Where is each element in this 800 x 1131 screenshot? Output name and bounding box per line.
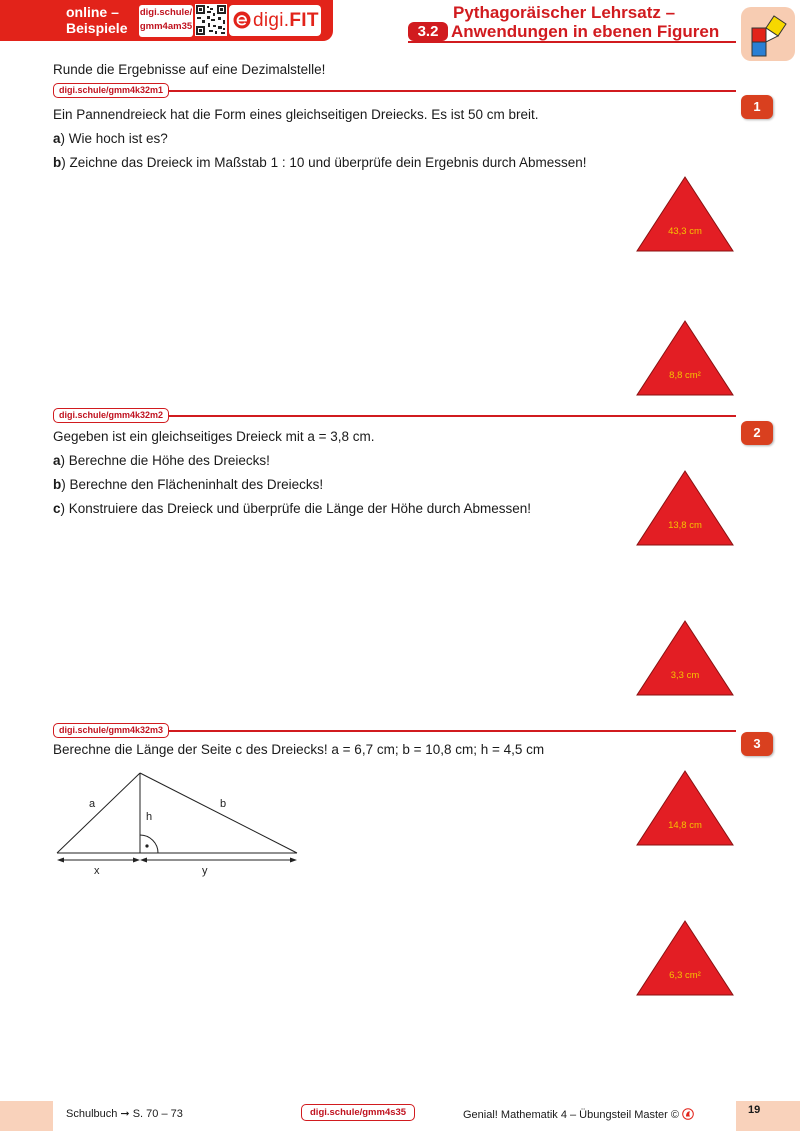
exercise-2-part-c: c) Konstruiere das Dreieck und überprüfe die Länge der Höhe durch Abmessen! xyxy=(53,501,532,516)
segment-x-label: x xyxy=(94,865,100,877)
exercise-2-code-link[interactable]: digi.schule/gmm4k32m2 xyxy=(53,408,169,423)
exercise-2-part-a: a) Berechne die Höhe des Dreiecks! xyxy=(53,453,270,468)
exercise-2-number-badge: 2 xyxy=(741,421,773,445)
answer-2b-text: 3,3 cm xyxy=(670,670,700,681)
exercise-3-code-link[interactable]: digi.schule/gmm4k32m3 xyxy=(53,723,169,738)
pythagoras-squares-icon xyxy=(741,7,795,61)
answer-3a-text: 14,8 cm xyxy=(668,820,702,831)
book-title: Genial! Mathematik 4 – Übungsteil Master © xyxy=(463,1108,694,1121)
digifit-logo[interactable] xyxy=(229,5,321,36)
publisher-logo-icon xyxy=(682,1108,694,1120)
exercise-1-number-badge: 1 xyxy=(741,95,773,119)
chapter-icon-box xyxy=(741,7,795,61)
exercise-1-code-link[interactable]: digi.schule/gmm4k32m1 xyxy=(53,83,169,98)
exercise-3-divider xyxy=(163,730,736,732)
height-h-label: h xyxy=(146,811,153,823)
answer-2a-text: 13,8 cm xyxy=(668,520,702,531)
exercise-2-part-b: b) Berechne den Flächeninhalt des Dreiecks! xyxy=(53,477,324,492)
title-underline xyxy=(408,41,736,43)
exercise-2-divider xyxy=(163,415,736,417)
qr-code-icon[interactable] xyxy=(195,4,227,36)
page-number: 19 xyxy=(748,1104,761,1116)
section-number-badge: 3.2 xyxy=(408,22,448,41)
chapter-title-line2: Anwendungen in ebenen Figuren xyxy=(451,22,720,41)
digifit-e-icon xyxy=(233,11,251,29)
chapter-title-line1: Pythagoräischer Lehrsatz – xyxy=(453,3,676,22)
exercise-1-intro: Ein Pannendreieck hat die Form eines gleichseitigen Dreiecks. Es ist 50 cm breit. xyxy=(53,107,539,122)
digifit-wordmark: digi.FIT xyxy=(253,10,319,31)
answer-triangle-1b xyxy=(636,320,734,396)
answer-3b-text: 6,3 cm² xyxy=(669,970,701,981)
general-instruction: Runde die Ergebnisse auf eine Dezimalstelle! xyxy=(53,62,326,77)
answer-triangle-3a xyxy=(636,770,734,846)
exercise-1-divider xyxy=(160,90,736,92)
side-a-label: a xyxy=(89,798,96,810)
exercise-1-part-b: b) Zeichne das Dreieck im Maßstab 1 : 10 und überprüfe dein Ergebnis durch Abmessen! xyxy=(53,155,587,170)
schulbuch-reference: Schulbuch ➞ S. 70 – 73 xyxy=(66,1108,183,1120)
answer-triangle-2b xyxy=(636,620,734,696)
answer-triangle-3b xyxy=(636,920,734,996)
answer-triangle-2a xyxy=(636,470,734,546)
exercise-3-intro: Berechne die Länge der Seite c des Dreiecks! a = 6,7 cm; b = 10,8 cm; h = 4,5 cm xyxy=(53,742,545,757)
footer-code-link[interactable]: digi.schule/gmm4s35 xyxy=(301,1104,415,1121)
answer-1b-text: 8,8 cm² xyxy=(669,370,701,381)
side-b-label: b xyxy=(220,798,227,810)
exercise-3-triangle-figure xyxy=(50,765,310,880)
exercise-1-part-a: a) Wie hoch ist es? xyxy=(53,131,168,146)
online-examples-label: online – Beispiele xyxy=(66,4,128,36)
answer-triangle-1a xyxy=(636,176,734,252)
segment-y-label: y xyxy=(202,865,208,877)
answer-1a-text: 43,3 cm xyxy=(668,226,702,237)
exercise-3-number-badge: 3 xyxy=(741,732,773,756)
exercise-2-intro: Gegeben ist ein gleichseitiges Dreieck mit a = 3,8 cm. xyxy=(53,429,375,444)
online-examples-link[interactable]: digi.schule/ gmm4am35 xyxy=(139,5,193,37)
